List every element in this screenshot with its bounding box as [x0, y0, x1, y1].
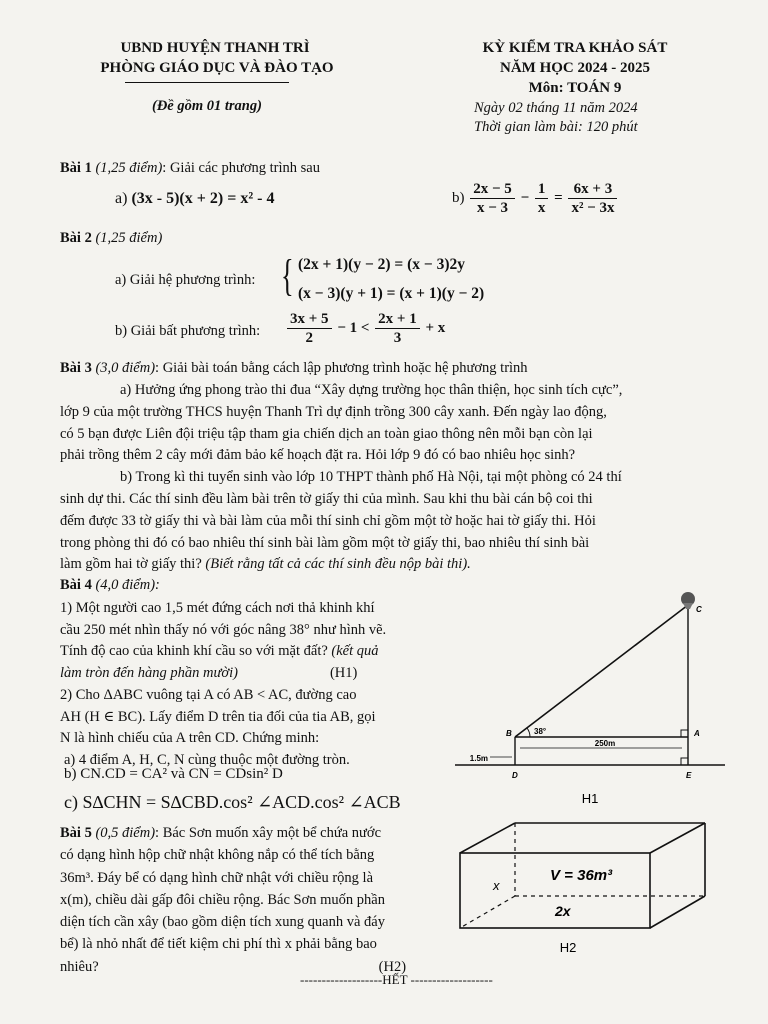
bai1-b-frac3-num: 6x + 3: [568, 180, 617, 199]
bai4-p1-ref: (H1): [329, 664, 358, 681]
bai4-p2-b: b) CN.CD = CA² và CN = CDsin² D: [64, 766, 283, 782]
bai5-ref: (H2): [378, 958, 407, 975]
bai5-last-text: nhiêu?: [60, 958, 99, 975]
bai4-label: Bài 4: [60, 577, 92, 593]
bai3-b-line: đếm được 33 tờ giấy thi và bài làm của mỗi thí sinh chỉ gồm một tờ hoặc hai tờ giấy thi. Hỏi: [60, 512, 596, 529]
bai4-p1-note2: làm tròn đến hàng phần mười): [60, 664, 238, 681]
bai3-text: : Giải bài toán bằng cách lập phương trình hoặc hệ phương trình: [155, 360, 528, 376]
bai2-b-frac2-num: 2x + 1: [375, 310, 420, 329]
bai3-label: Bài 3: [60, 360, 92, 376]
bai3-b-note: (Biết rằng tất cả các thí sinh đều nộp bài thi).: [205, 556, 471, 573]
bai3-a-line: lớp 9 của một trường THCS huyện Thanh Trì dự định trồng 300 cây xanh. Đến ngày lao động,: [60, 403, 607, 420]
line-bc: [515, 605, 688, 737]
bai4-p1-line: 1) Một người cao 1,5 mét đứng cách nơi thả khinh khí: [60, 600, 375, 616]
bai1-b-frac3: [568, 180, 617, 217]
bai4-p1-note1: (kết quả: [331, 643, 379, 660]
height-label: 1.5m: [469, 754, 488, 763]
bai2-b-end: + x: [425, 319, 446, 336]
bai2-b-frac1: [287, 310, 332, 347]
volume-label: V = 36m³: [550, 867, 613, 884]
label-b: B: [506, 729, 512, 738]
bai3-b-line: sinh dự thi. Các thí sinh đều làm bài trên tờ giấy thi của mình. Sau khi thu bài cán bộ coi thi: [60, 490, 593, 507]
bai5-line: diện tích cần xây (bao gồm diện tích xung quanh và đáy: [60, 914, 385, 931]
bai1-b-label: b): [452, 189, 465, 206]
bai4-heading: [60, 577, 160, 594]
angle-label: 38°: [534, 727, 547, 736]
bai1-points: (1,25 điểm): [95, 160, 163, 176]
hidden-diagonal: [460, 896, 515, 928]
top-left-diagonal: [460, 823, 515, 853]
label-a: A: [694, 729, 700, 738]
bai1-a-equation: (3x - 5)(x + 2) = x² - 4: [131, 190, 275, 207]
bai5-line: bể) là nhỏ nhất để tiết kiệm chi phí thì x phải bằng bao: [60, 936, 377, 953]
bai1-b-frac3-den: x² − 3x: [571, 200, 615, 216]
bai5-line: 36m³. Đáy bể có dạng hình chữ nhật với chiều rộng là: [60, 869, 374, 886]
dist-label: 250m: [594, 739, 616, 748]
label-c: C: [696, 605, 702, 614]
exam-date: Ngày 02 tháng 11 năm 2024: [474, 100, 638, 116]
bai4-p2-c: c) S∆CHN = S∆CBD.cos² ∠ACD.cos² ∠ACB: [64, 792, 401, 812]
bai4-part2: [60, 685, 376, 771]
bai2-b-frac2-den: 3: [393, 330, 402, 346]
bai2-b-text: b) Giải bất phương trình:: [115, 323, 261, 339]
district-name: UBND HUYỆN THANH TRÌ: [120, 40, 310, 56]
bai2-a-text: a) Giải hệ phương trình:: [115, 272, 256, 288]
bai3-a-line: có 5 bạn được Liên đội triệu tập tham gia chiến dịch an toàn giao thông nên mỗi bạn còn lại: [60, 425, 593, 442]
width-label: x: [493, 878, 500, 893]
bai5-line: x(m), chiều dài gấp đôi chiều rộng. Bác Sơn muốn phần: [60, 891, 385, 908]
bai2-heading: [60, 230, 162, 247]
bai5-label: Bài 5: [60, 825, 92, 841]
bai1-b-frac2-num: 1: [535, 180, 549, 199]
bai1-b-frac2: [535, 180, 549, 217]
bai2-label: Bài 2: [60, 230, 92, 246]
angle-arc: [527, 728, 530, 737]
bai1-heading: [60, 160, 320, 177]
label-d: D: [512, 771, 518, 780]
h2-caption: H2: [559, 940, 577, 955]
balloon-icon: [681, 592, 695, 609]
bai3-b-line: b) Trong kì thi tuyển sinh vào lớp 10 THPT thành phố Hà Nội, tại một phòng có 24 thí: [120, 469, 622, 486]
bai3-b-last: làm gồm hai tờ giấy thi?: [60, 556, 202, 573]
bai1-a: [115, 190, 274, 208]
bai1-b-frac1-num: 2x − 5: [470, 180, 515, 199]
school-year: NĂM HỌC 2024 - 2025: [500, 60, 650, 76]
bai1-b-equals: =: [554, 189, 563, 206]
bai4-p1-question: Tính độ cao của khinh khí cầu so với mặt đất?: [60, 643, 328, 660]
bai2-b-mid: − 1 <: [337, 319, 370, 336]
bai2-a-eq2: (x − 3)(y + 1) = (x + 1)(y − 2): [298, 285, 485, 302]
bai5-line: có dạng hình hộp chữ nhật không nắp có thể tích bằng: [60, 847, 375, 864]
bai2-points: (1,25 điểm): [95, 230, 163, 246]
system-brace: {: [281, 251, 294, 300]
bai2-b-frac1-num: 3x + 5: [287, 310, 332, 329]
bai4-points: (4,0 điểm):: [95, 577, 160, 593]
bai2-a-eq1: (2x + 1)(y − 2) = (x − 3)2y: [298, 256, 466, 273]
exam-duration: Thời gian làm bài: 120 phút: [474, 119, 638, 135]
right-angle-e: [681, 758, 688, 765]
bai5-paragraph: [60, 822, 460, 978]
subject: Môn: TOÁN 9: [528, 80, 622, 96]
right-angle-a: [681, 730, 688, 737]
length-label: 2x: [555, 903, 571, 919]
bai3-a-line: a) Hưởng ứng phong trào thi đua “Xây dựng trường học thân thiện, học sinh tích cực”,: [120, 382, 623, 398]
bai1-b-minus: −: [520, 189, 530, 206]
bai4-p1-line: cầu 250 mét nhìn thấy nó với góc nâng 38° như hình vẽ.: [60, 621, 387, 638]
figure-h1: [450, 585, 730, 810]
bai1-label: Bài 1: [60, 160, 92, 176]
bai5-line-text: : Bác Sơn muốn xây một bể chứa nước: [155, 825, 382, 841]
bai1-b: [452, 180, 619, 217]
bai1-text: : Giải các phương trình sau: [162, 160, 320, 176]
bai4-p2-line: 2) Cho ΔABC vuông tại A có AB < AC, đường cao: [60, 687, 357, 703]
bai4-p2-a: a) 4 điểm A, H, C, N cùng thuộc một đường tròn.: [64, 751, 350, 768]
bai1-a-label: a): [115, 190, 128, 207]
bai1-b-frac1: [470, 180, 515, 217]
bai4-p1-line3: [60, 641, 386, 663]
bai3-a-paragraph: [60, 380, 732, 576]
bai4-part1: [60, 598, 386, 684]
bai3-heading: [60, 360, 528, 377]
top-right-diagonal: [650, 823, 705, 853]
bai2-b-inequality: [285, 310, 445, 347]
bai2-b-frac2: [375, 310, 420, 347]
exam-title: KỲ KIỂM TRA KHẢO SÁT: [482, 40, 668, 56]
bai3-b-line: trong phòng thi đó có bao nhiêu thí sinh bài làm gồm một tờ giấy thi, bao nhiêu thí sinh bài: [60, 534, 590, 551]
h1-caption: H1: [581, 791, 599, 806]
bai5-points: (0,5 điểm): [95, 825, 156, 841]
label-e: E: [686, 771, 692, 780]
bai4-p2-line: N là hình chiếu của A trên CD. Chứng minh:: [60, 730, 320, 747]
bai3-a-line: phải trồng thêm 2 cây mới đảm bảo kế hoạch đặt ra. Hỏi lớp 9 đó có bao nhiêu học sinh?: [60, 447, 576, 464]
bai3-points: (3,0 điểm): [95, 360, 156, 376]
bai4-p2-line: AH (H ∈ BC). Lấy điểm D trên tia đối của tia AB, gọi: [60, 708, 376, 725]
bai1-b-frac1-den: x − 3: [477, 200, 509, 216]
department-name: PHÒNG GIÁO DỤC VÀ ĐÀO TẠO: [100, 60, 334, 76]
figure-h2: [455, 818, 715, 958]
bai4-p1-line4: [60, 663, 386, 685]
bai1-b-frac2-den: x: [537, 200, 546, 216]
end-marker: -------------------HẾT -------------------: [300, 972, 493, 987]
bai2-b-frac1-den: 2: [305, 330, 314, 346]
bai5-line1: [60, 822, 460, 844]
header-underline: [125, 82, 289, 83]
page-count-note: (Đề gồm 01 trang): [152, 98, 262, 114]
bottom-right-diagonal: [650, 896, 705, 928]
bai3-b-last-line: [60, 554, 732, 576]
